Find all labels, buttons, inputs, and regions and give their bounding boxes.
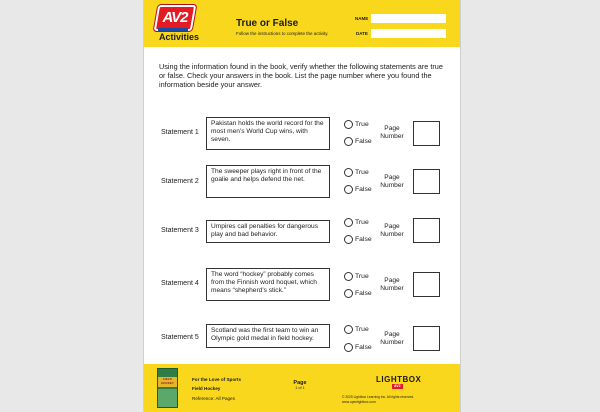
statement-5-true-option[interactable] [344,323,369,335]
true-label: True [355,218,369,226]
true-label: True [355,272,369,280]
website-link[interactable]: www.openlightbox.com [342,400,376,404]
statement-2-true-option[interactable] [344,166,369,178]
statement-1-label: Statement 1 [161,129,199,136]
true-label: True [355,168,369,176]
footer-bar [144,364,460,412]
true-label: True [355,120,369,128]
radio-circle-icon[interactable] [344,343,353,352]
statement-2-page-number-label: Page Number [380,174,404,190]
statement-4-true-option[interactable] [344,270,369,282]
statement-1-page-number-box[interactable] [413,121,440,146]
cover-field-image [158,389,177,407]
logo-strip [158,28,188,31]
statement-2-label: Statement 2 [161,178,199,185]
book-cover-image [157,368,178,408]
lightbox-logo: LIGHTBOX [376,375,422,384]
statement-5-false-option[interactable] [344,341,372,353]
statement-2-false-option[interactable] [344,183,372,195]
radio-circle-icon[interactable] [344,325,353,334]
statement-3-false-option[interactable] [344,233,372,245]
name-label: NAME [355,16,369,21]
radio-circle-icon[interactable] [344,272,353,281]
false-label: False [355,343,372,351]
book-title: Field Hockey [192,386,221,391]
statement-4-label: Statement 4 [161,280,199,287]
radio-circle-icon[interactable] [344,137,353,146]
statement-1-page-number-label: Page Number [380,125,404,141]
statement-3-true-option[interactable] [344,216,369,228]
page-indicator [288,380,312,390]
logo-text: AV2 [162,9,188,26]
statement-2-page-number-box[interactable] [413,169,440,194]
statement-4-page-number-label: Page Number [380,277,404,293]
false-label: False [355,235,372,243]
series-name: For the Love of Sports [192,377,242,382]
reference-text: Reference: All Pages [192,396,235,401]
date-field[interactable] [371,29,446,38]
page-title: True or False [236,18,299,29]
statement-4-false-option[interactable] [344,287,372,299]
statement-3-page-number-box[interactable] [413,218,440,243]
false-label: False [355,137,372,145]
statement-5-label: Statement 5 [161,334,199,341]
radio-circle-icon[interactable] [344,218,353,227]
radio-circle-icon[interactable] [344,168,353,177]
radio-circle-icon[interactable] [344,289,353,298]
lightbox-sub-badge: AV2 [394,384,401,388]
name-field[interactable] [371,14,446,23]
date-label: DATE [356,31,368,36]
statement-1-true-option[interactable] [344,118,369,130]
false-label: False [355,289,372,297]
page-subtitle: Follow the instructions to complete the activity. [236,31,329,36]
statement-4-page-number-box[interactable] [413,272,440,297]
statement-3-text: Umpires call penalties for dangerous play and bad behavior. [206,220,330,243]
statement-5-text: Scotland was the first team to win an Olympic gold medal in field hockey. [206,324,330,348]
instructions-text: Using the information found in the book, verify whether the following statements are true or false. Check your answers in the book. List the page number where you found the information beside your answer. [159,62,443,89]
logo-subtitle: Activities [158,32,200,42]
av2-logo [152,5,202,43]
copyright-text [342,395,452,405]
cover-title: FIELD HOCKEY [161,377,174,385]
statement-5-page-number-box[interactable] [413,326,440,351]
statement-3-label: Statement 3 [161,227,199,234]
radio-circle-icon[interactable] [344,185,353,194]
statement-3-page-number-label: Page Number [380,223,404,239]
statement-4-text: The word “hockey” probably comes from the Finnish word hoquet, which means “shepherd's stick.” [206,268,330,301]
header-bar [144,0,460,47]
page-count: 1 of 1 [295,386,305,390]
false-label: False [355,185,372,193]
copyright-line: © 2025 Lightbox Learning Inc. All rights reserved. [342,395,415,399]
worksheet-page [143,0,461,412]
statement-1-text: Pakistan holds the world record for the most men's World Cup wins, with seven. [206,117,330,150]
statement-5-page-number-label: Page Number [380,331,404,347]
true-label: True [355,325,369,333]
statement-1-false-option[interactable] [344,135,372,147]
radio-circle-icon[interactable] [344,120,353,129]
statement-2-text: The sweeper plays right in front of the goalie and helps defend the net. [206,165,330,198]
page-label: Page [293,380,307,386]
radio-circle-icon[interactable] [344,235,353,244]
